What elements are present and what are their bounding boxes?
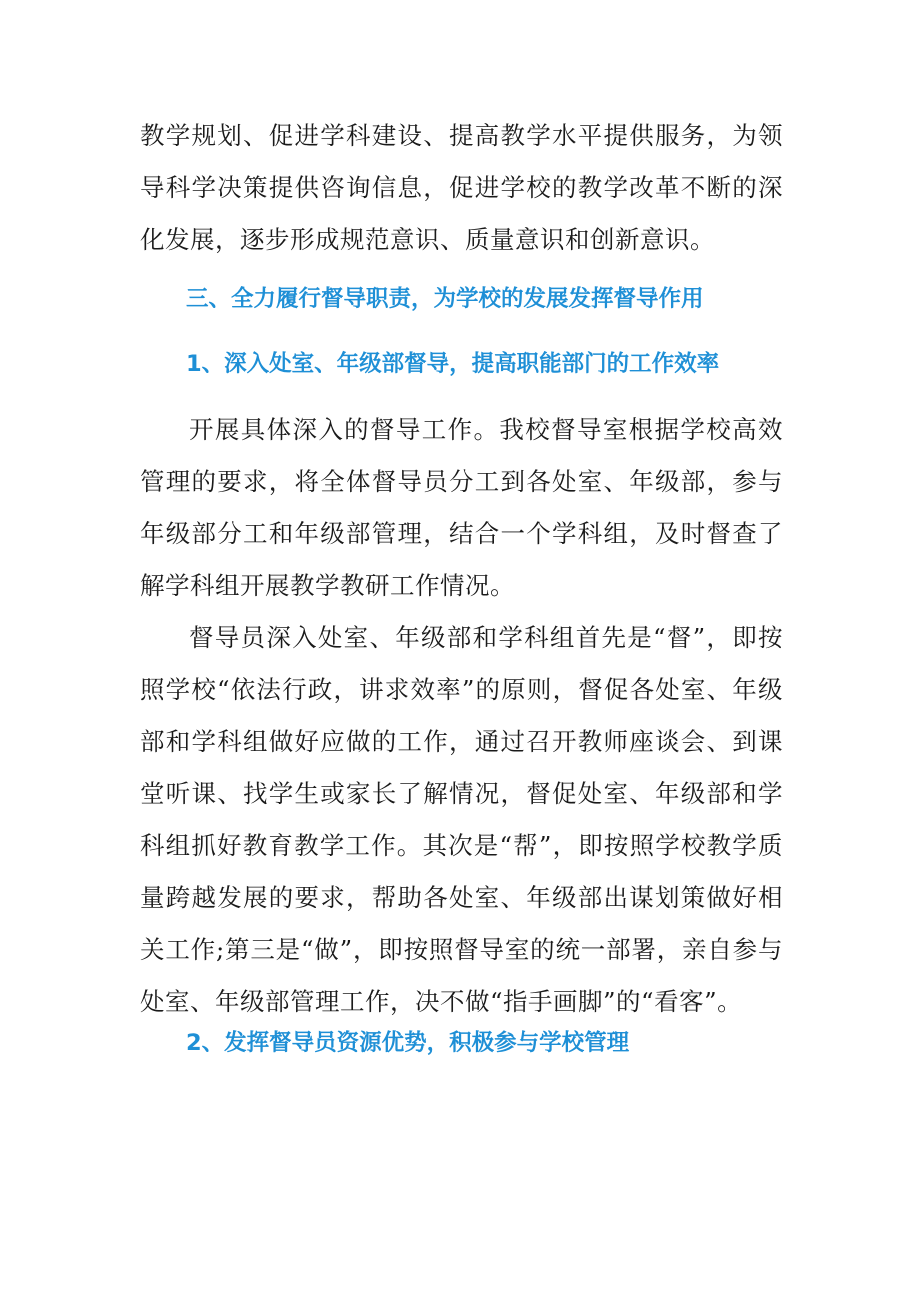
section-heading-3: 三、全力履行督导职责，为学校的发展发挥督导作用 [186,286,704,312]
subsection-heading-2: 2、发挥督导员资源优势，积极参与学校管理 [186,1030,630,1056]
body-paragraph-continuation: 教学规划、促进学科建设、提高教学水平提供服务，为领导科学决策提供咨询信息，促进学校的教学改革不断的深化发展，逐步形成规范意识、质量意识和创新意识。 [140,121,783,254]
body-paragraph-supervision-work: 开展具体深入的督导工作。我校督导室根据学校高效管理的要求，将全体督导员分工到各处室、年级部，参与年级部分工和年级部管理，结合一个学科组，及时督查了解学科组开展教学教研工作情况。 [140,415,783,600]
body-paragraph-supervise-help-do: 督导员深入处室、年级部和学科组首先是“督”，即按照学校“依法行政，讲求效率”的原则，督促各处室、年级部和学科组做好应做的工作，通过召开教师座谈会、到课堂听课、找学生或家长了解情况，督促处室、年级部和学科组抓好教育教学工作。其次是“帮”，即按照学校教学质量跨越发展的要求，帮助各处室、年级部出谋划策做好相关工作;第三是“做”，即按照督导室的统一部署，亲自参与处室、年级部管理工作，决不做“指手画脚”的“看客”。 [140,623,783,1016]
subsection-heading-1: 1、深入处室、年级部督导，提高职能部门的工作效率 [186,351,720,377]
